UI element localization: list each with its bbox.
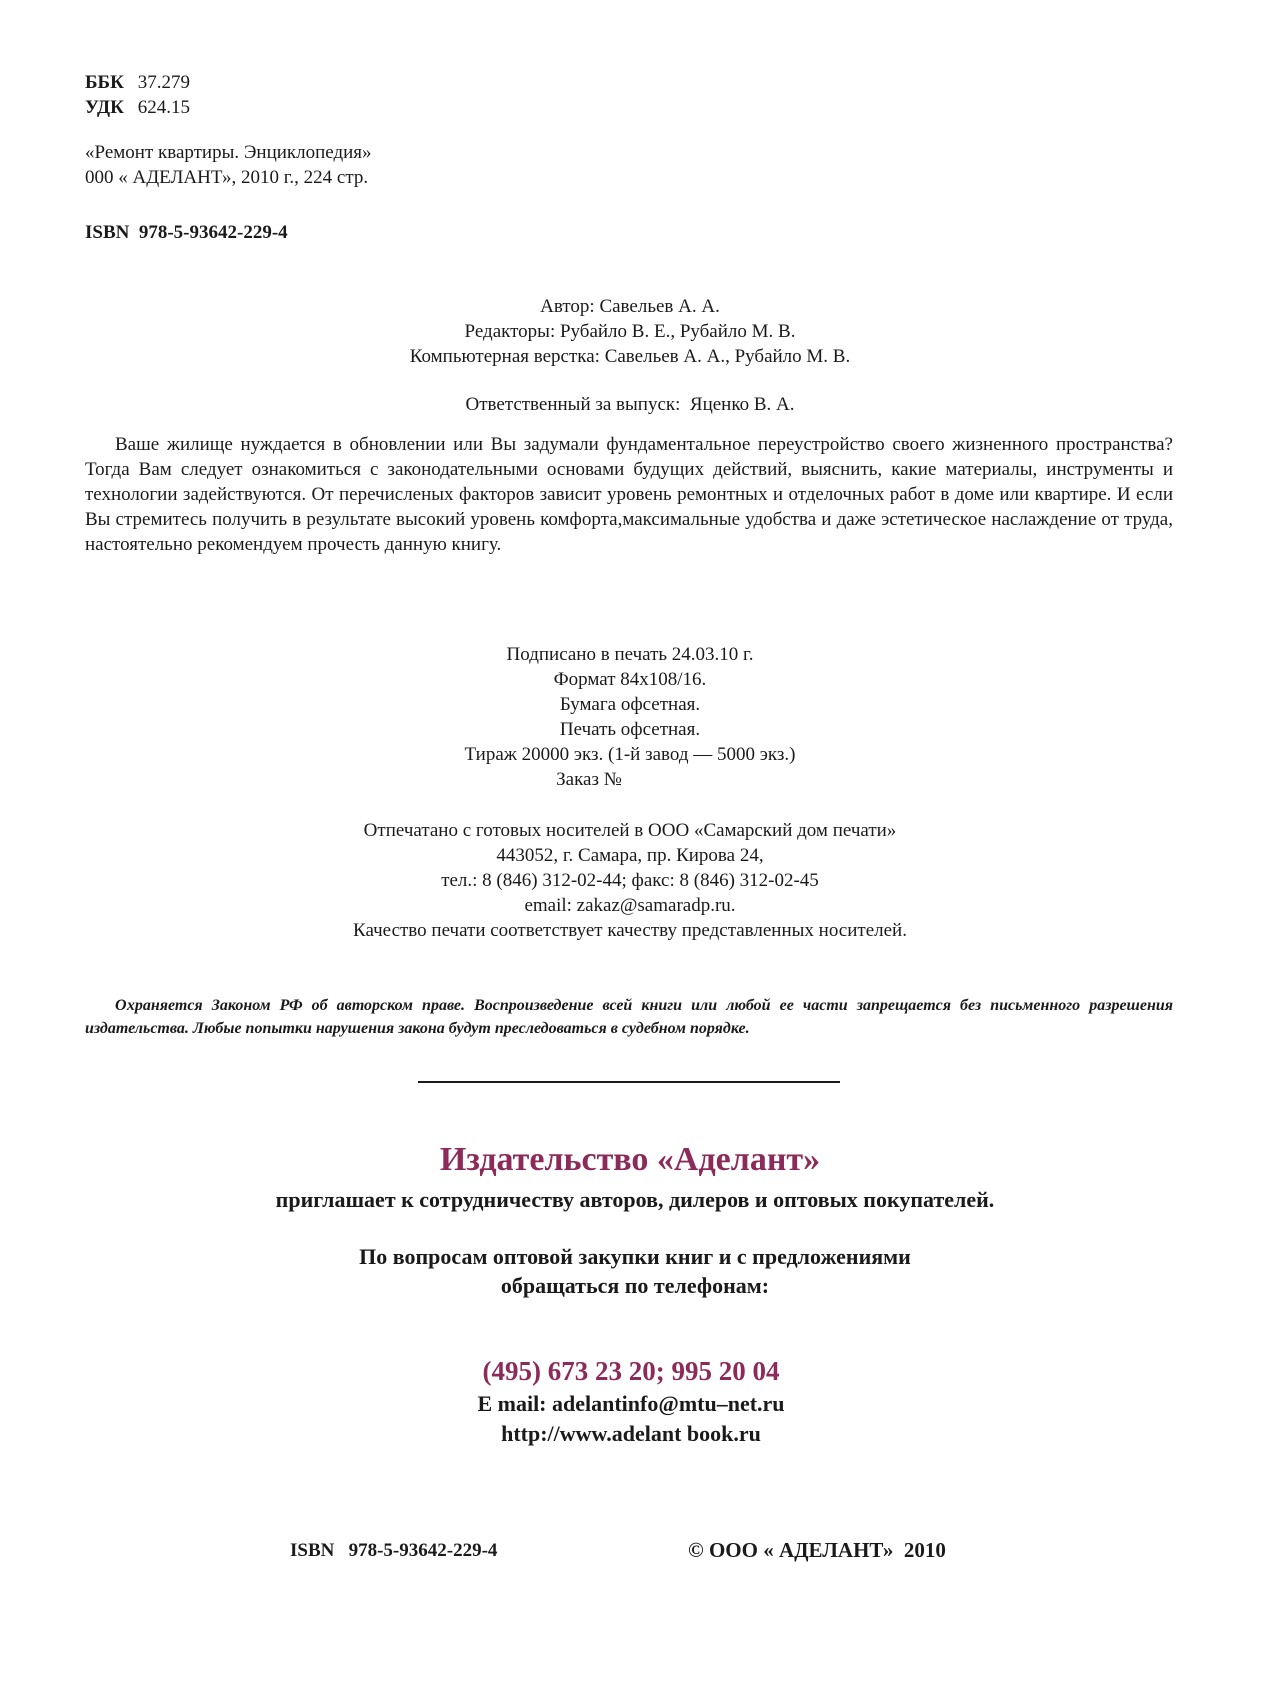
publisher-website: http://www.adelant book.ru — [501, 1421, 761, 1446]
printed-by-block — [0, 818, 1260, 943]
bbk-value: 37.279 — [137, 72, 190, 93]
divider — [418, 1081, 840, 1083]
run-line: Тираж 20000 экз. (1-й завод — 5000 экз.) — [464, 744, 796, 765]
printer-address: 443052, г. Самара, пр. Кирова 24, — [496, 845, 764, 866]
editors-line: Редакторы: Рубайло В. Е., Рубайло М. В. — [464, 321, 796, 342]
bbk-label: ББК — [85, 72, 124, 93]
format-line: Формат 84x108/16. — [553, 669, 707, 690]
isbn-value: 978-5-93642-229-4 — [138, 222, 288, 243]
copyright-notice: Охраняется Законом РФ об авторском праве. Воспроизведение всей книги или любой ее части запрещается без письменного разрешения издательства. Любые попытки нарушения закона будут преследоваться в судебном порядке. — [85, 997, 1173, 1037]
publisher-invite: приглашает к сотрудничеству авторов, дилеров и оптовых покупателей. — [275, 1187, 995, 1212]
wholesale-line-2: обращаться по телефонам: — [500, 1273, 770, 1298]
print-quality: Качество печати соответствует качеству представленных носителей. — [353, 920, 907, 941]
printer-line: Отпечатано с готовых носителей в ООО «Самарский дом печати» — [363, 820, 897, 841]
classification-block — [85, 70, 190, 120]
credits-block — [0, 294, 1260, 369]
copyright-footer: © ООО « АДЕЛАНТ» 2010 — [688, 1538, 946, 1562]
wholesale-line-1: По вопросам оптовой закупки книг и с предложениями — [359, 1244, 911, 1269]
udk-label: УДК — [85, 97, 124, 118]
printer-phones: тел.: 8 (846) 312-02-44; факс: 8 (846) 312-02-45 — [441, 870, 819, 891]
paper-line: Бумага офсетная. — [559, 694, 701, 715]
bbk-line — [85, 70, 190, 95]
publisher-email: E mail: adelantinfo@mtu–net.ru — [477, 1391, 785, 1416]
book-publisher-line: 000 « АДЕЛАНТ», 2010 г., 224 стр. — [85, 167, 369, 188]
layout-line: Компьютерная верстка: Савельев А. А., Рубайло М. В. — [409, 346, 851, 367]
responsible-block — [0, 392, 1260, 417]
author-line: Автор: Савельев А. А. — [540, 296, 720, 317]
responsible-line: Ответственный за выпуск: Яценко В. А. — [465, 394, 795, 415]
book-info — [85, 140, 372, 190]
print-info-block — [0, 642, 1260, 792]
isbn-label: ISBN — [85, 222, 130, 243]
order-line: Заказ № — [556, 769, 622, 790]
printing-line: Печать офсетная. — [559, 719, 701, 740]
isbn-bottom: ISBN 978-5-93642-229-4 — [290, 1540, 498, 1561]
udk-line — [85, 95, 190, 120]
publisher-name: Издательство «Аделант» — [439, 1141, 821, 1178]
wholesale-block — [0, 1242, 1270, 1300]
signed-line: Подписано в печать 24.03.10 г. — [506, 644, 754, 665]
publisher-phones: (495) 673 23 20; 995 20 04 — [482, 1356, 780, 1386]
description-paragraph: Ваше жилище нуждается в обновлении или Вы задумали фундаментальное переустройство своего жизненного пространства? Тогда Вам следует ознакомиться с законодательными основами будущих действий, выяснить, какие материалы, инструменты и технологии задействуются. От перечисленых факторов зависит уровень ремонтных и отделочных работ в доме или квартире. И если Вы стремитесь получить в результате высокий уровень комфорта,максимальные удобства и даже эстетическое наслаждение от труда, настоятельно рекомендуем прочесть данную книгу. — [85, 434, 1173, 555]
isbn-top — [85, 220, 288, 245]
book-title-line: «Ремонт квартиры. Энциклопедия» — [85, 142, 372, 163]
printer-email: email: zakaz@samaradp.ru. — [524, 895, 736, 916]
udk-value: 624.15 — [137, 97, 190, 118]
